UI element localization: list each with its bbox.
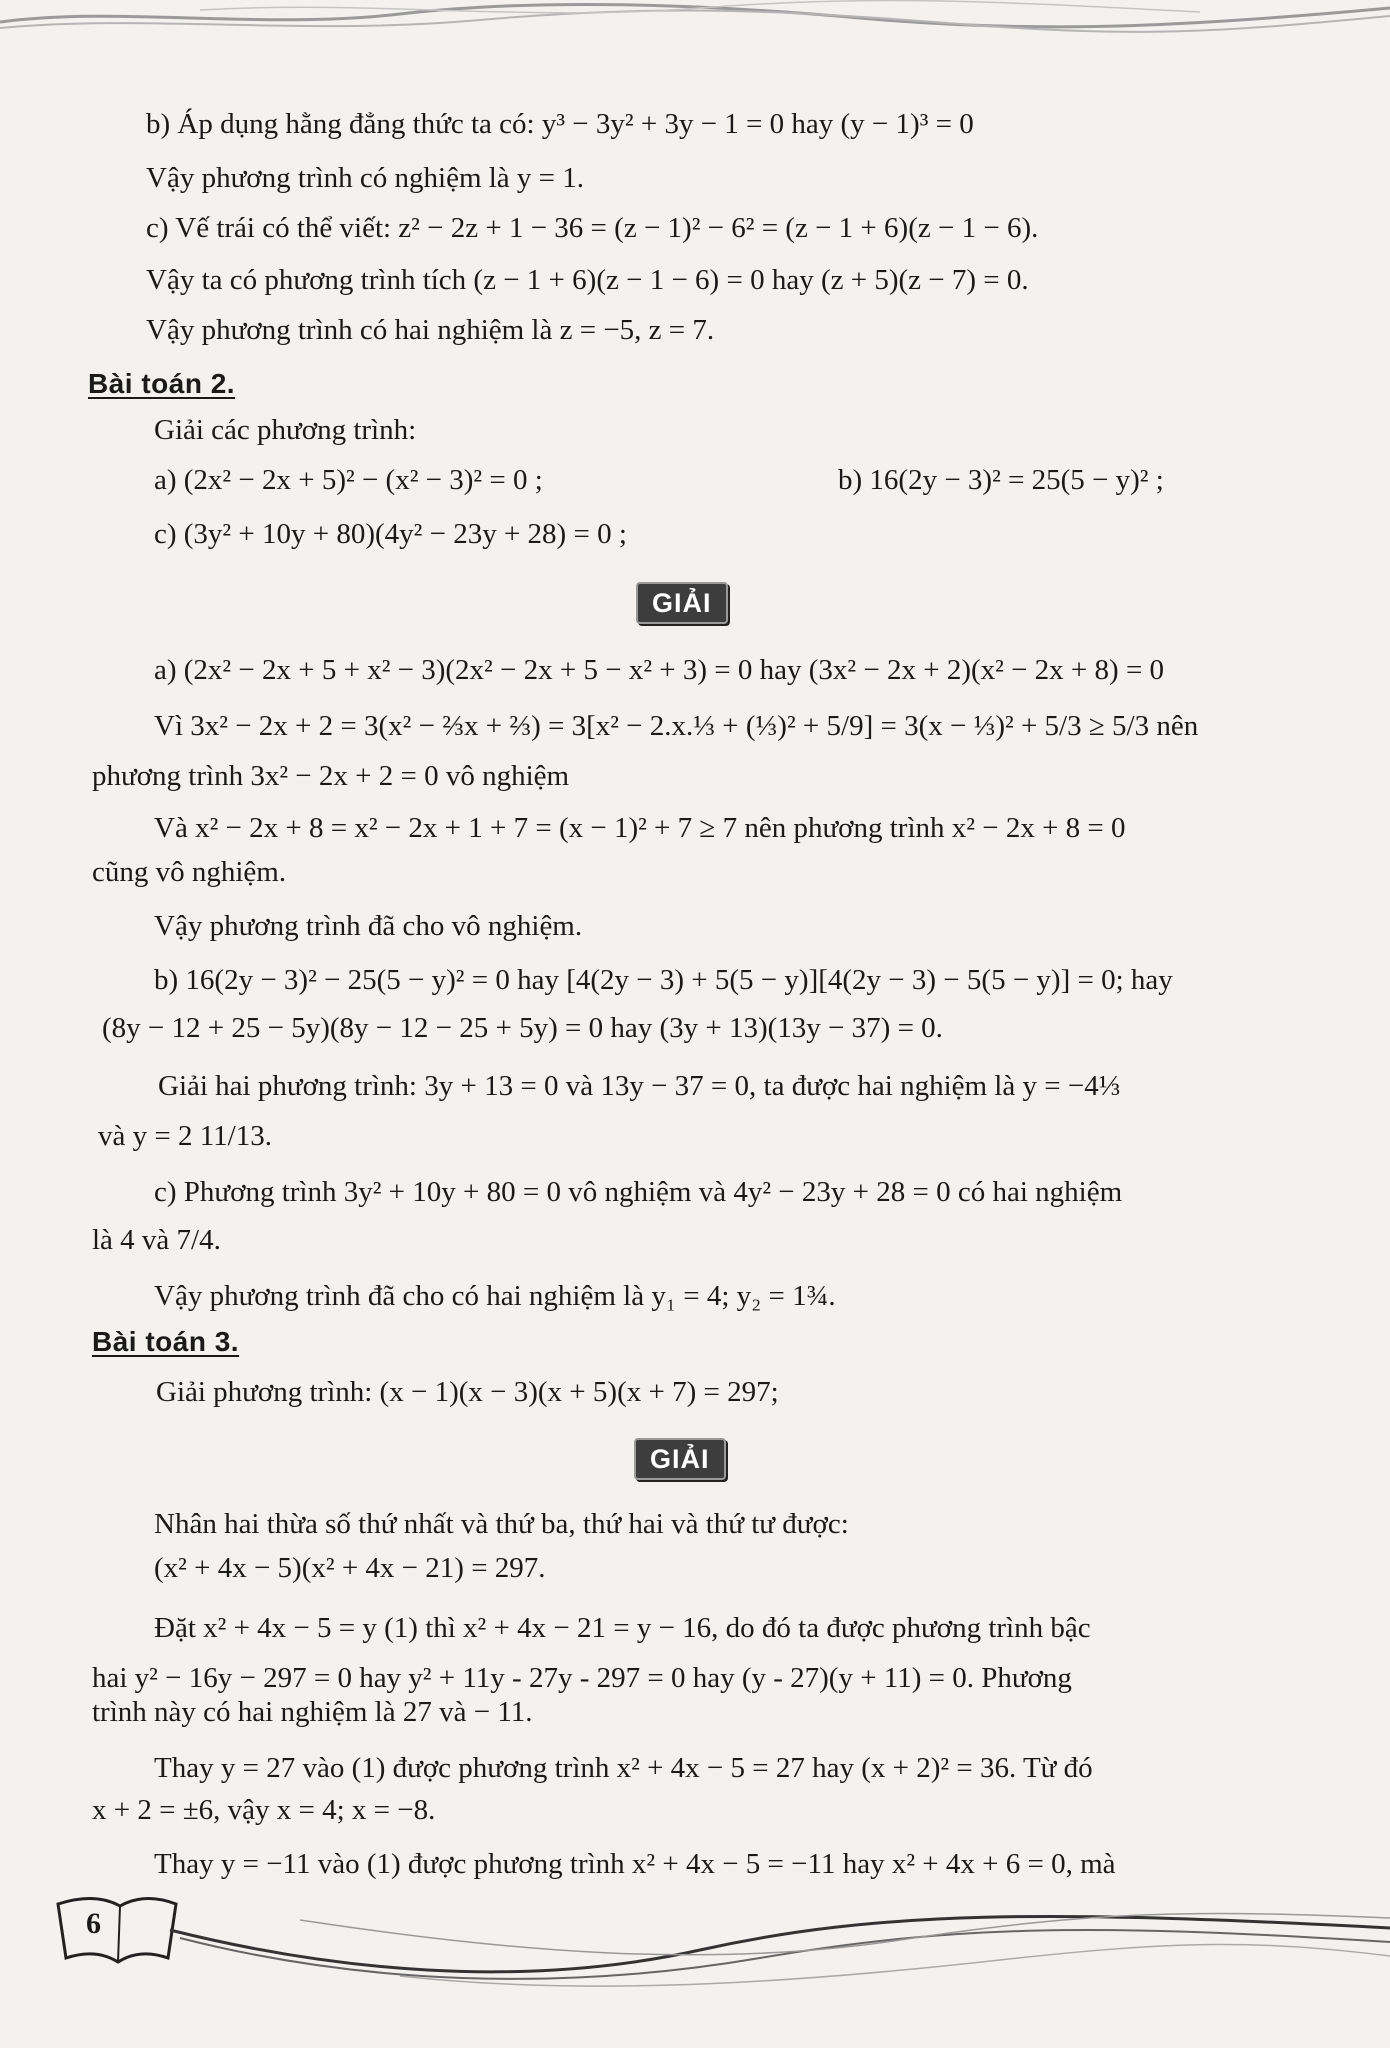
text-line: Giải các phương trình: bbox=[154, 414, 417, 446]
text-line: Thay y = 27 vào (1) được phương trình x² + 4x − 5 = 27 hay (x + 2)² = 36. Từ đó bbox=[154, 1752, 1093, 1784]
text-line: hai y² − 16y − 297 = 0 hay y² + 11y - 27y - 297 = 0 hay (y - 27)(y + 11) = 0. Phương bbox=[92, 1662, 1072, 1694]
top-wave-decoration bbox=[0, 0, 1390, 40]
text-line: Vì 3x² − 2x + 2 = 3(x² − ⅔x + ⅔) = 3[x² − 2.x.⅓ + (⅓)² + 5/9] = 3(x − ⅓)² + 5/3 ≥ 5/3 nên bbox=[154, 710, 1199, 742]
text-line: Vậy phương trình có nghiệm là y = 1. bbox=[146, 162, 585, 194]
text-line: phương trình 3x² − 2x + 2 = 0 vô nghiệm bbox=[92, 760, 570, 792]
text-line: là 4 và 7/4. bbox=[92, 1224, 221, 1256]
text-line: (x² + 4x − 5)(x² + 4x − 21) = 297. bbox=[154, 1552, 546, 1584]
text-line: (8y − 12 + 25 − 5y)(8y − 12 − 25 + 5y) = 0 hay (3y + 13)(13y − 37) = 0. bbox=[102, 1012, 943, 1044]
text-line: Vậy phương trình đã cho vô nghiệm. bbox=[154, 910, 583, 942]
text-line: b) 16(2y − 3)² − 25(5 − y)² = 0 hay [4(2y − 3) + 5(5 − y)][4(2y − 3) − 5(5 − y)] = 0; hay bbox=[154, 964, 1173, 996]
text-line: a) (2x² − 2x + 5 + x² − 3)(2x² − 2x + 5 − x² + 3) = 0 hay (3x² − 2x + 2)(x² − 2x + 8) = 0 bbox=[154, 654, 1165, 686]
text-line: Thay y = −11 vào (1) được phương trình x² + 4x − 5 = −11 hay x² + 4x + 6 = 0, mà bbox=[154, 1848, 1116, 1880]
text-line: b) 16(2y − 3)² = 25(5 − y)² ; bbox=[838, 464, 1164, 496]
text-line: x + 2 = ±6, vậy x = 4; x = −8. bbox=[92, 1794, 436, 1826]
text-line: a) (2x² − 2x + 5)² − (x² − 3)² = 0 ; bbox=[154, 464, 543, 496]
text-line: c) Vế trái có thể viết: z² − 2z + 1 − 36 = (z − 1)² − 6² = (z − 1 + 6)(z − 1 − 6). bbox=[146, 212, 1039, 244]
text-line: Nhân hai thừa số thứ nhất và thứ ba, thứ hai và thứ tư được: bbox=[154, 1508, 849, 1540]
text-line: trình này có hai nghiệm là 27 và − 11. bbox=[92, 1696, 533, 1728]
text-line: Và x² − 2x + 8 = x² − 2x + 1 + 7 = (x − 1)² + 7 ≥ 7 nên phương trình x² − 2x + 8 = 0 bbox=[154, 812, 1126, 844]
text-line: và y = 2 11/13. bbox=[98, 1120, 272, 1152]
text-line: Đặt x² + 4x − 5 = y (1) thì x² + 4x − 21 = y − 16, do đó ta được phương trình bậc bbox=[154, 1612, 1091, 1644]
problem-heading: Bài toán 3. bbox=[92, 1326, 240, 1357]
solution-badge: GIẢI bbox=[634, 1438, 726, 1480]
text-line: cũng vô nghiệm. bbox=[92, 856, 287, 888]
text-line: Vậy phương trình đã cho có hai nghiệm là y₁ = 4; y₂ = 1¾. bbox=[154, 1280, 836, 1312]
page-number: 6 bbox=[86, 1907, 101, 1940]
bottom-book-wave-decoration bbox=[0, 1880, 1390, 2000]
text-line: Vậy ta có phương trình tích (z − 1 + 6)(z − 1 − 6) = 0 hay (z + 5)(z − 7) = 0. bbox=[146, 264, 1029, 296]
book-icon bbox=[58, 1898, 176, 1962]
solution-badge: GIẢI bbox=[636, 582, 728, 624]
text-line: c) Phương trình 3y² + 10y + 80 = 0 vô nghiệm và 4y² − 23y + 28 = 0 có hai nghiệm bbox=[154, 1176, 1123, 1208]
text-line: b) Áp dụng hằng đẳng thức ta có: y³ − 3y² + 3y − 1 = 0 hay (y − 1)³ = 0 bbox=[146, 108, 974, 140]
text-line: Giải phương trình: (x − 1)(x − 3)(x + 5)(x + 7) = 297; bbox=[156, 1376, 779, 1408]
text-line: c) (3y² + 10y + 80)(4y² − 23y + 28) = 0 ; bbox=[154, 518, 627, 550]
problem-heading: Bài toán 2. bbox=[88, 368, 236, 399]
text-line: Giải hai phương trình: 3y + 13 = 0 và 13y − 37 = 0, ta được hai nghiệm là y = −4⅓ bbox=[158, 1070, 1121, 1102]
text-line: Vậy phương trình có hai nghiệm là z = −5, z = 7. bbox=[146, 314, 715, 346]
